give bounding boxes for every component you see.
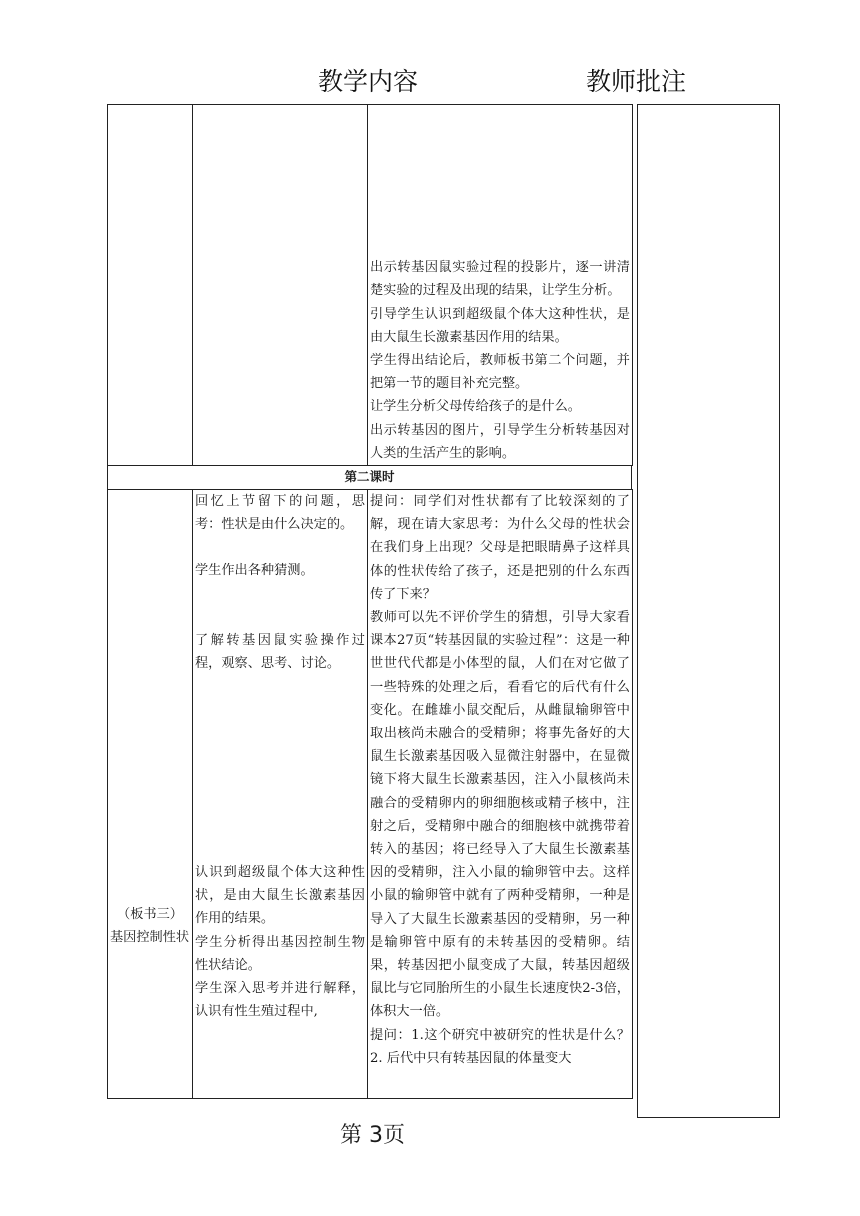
session-label: 第二课时 <box>107 465 632 489</box>
paragraph: 引导学生认识到超级鼠个体大这种性状，是由大鼠生长激素基因作用的结果。 <box>370 306 630 345</box>
paragraph: 回忆上节留下的问题，思考：性状是由什么决定的。 <box>195 494 365 533</box>
table-cell-topic <box>108 490 193 1099</box>
paragraph: 学生分析得出基因控制生物性状结论。 <box>195 934 365 973</box>
notes-title: 教师批注 <box>586 67 687 96</box>
table-row <box>108 490 633 1099</box>
table-cell-teacher-activity <box>368 105 633 466</box>
paragraph: 学生深入思考并进行解释，认识有性生殖过程中, <box>195 981 365 1020</box>
table-cell-student-activity <box>193 105 368 466</box>
paragraph: 教师可以先不评价学生的猜想，引导大家看课本27页“转基因鼠的实验过程”：这是一种世世代代都是小体型的鼠，人们在对它做了一些特殊的处理之后，看看它的后代有什么变化。在雌雄小鼠交配后，从雌鼠输卵管中取出核尚未融合的受精卵；将事先备好的大鼠生长激素基因吸入显微注射器中，在显微镜下将大鼠生长激素基因，注入小鼠核尚未融合的受精卵内的卵细胞核或精子核中，注射之后，受精卵中融合的细胞核中就携带着转入的基因；将已经导入了大鼠生长激素基因的受精卵，注入小鼠的输卵管中去。这样小鼠的输卵管中就有了两种受精卵，一种是导入了大鼠生长激素基因的受精卵，另一种是输卵管中原有的未转基因的受精卵。结果，转基因把小鼠变成了大鼠，转基因超级鼠比与它同胎所生的小鼠生长速度快2-3倍，体积大一倍。 <box>370 610 630 1020</box>
table-row <box>108 105 633 466</box>
paragraph: 让学生分析父母传给孩子的是什么。 <box>370 399 581 415</box>
lesson-table-bottom <box>107 489 633 1099</box>
paragraph: 学生得出结论后，教师板书第二个问题，并把第一节的题目补充完整。 <box>370 352 630 392</box>
board-note-label: （板书三） <box>117 907 183 922</box>
paragraph: 提问：同学们对性状都有了比较深刻的了解，现在请大家思考：为什么父母的性状会在我们身上出现？父母是把眼睛鼻子这样具体的性状传给了孩子，还是把别的什么东西传了下来？ <box>370 494 630 602</box>
paragraph: 出示转基因鼠实验过程的投影片，逐一讲清楚实验的过程及出现的结果，让学生分析。 <box>370 260 630 299</box>
paragraph: 了解转基因鼠实验操作过程，观察、思考、讨论。 <box>195 632 365 671</box>
page-title: 教学内容 <box>318 67 419 96</box>
page-number: 第 3页 <box>340 1123 405 1148</box>
paragraph: 学生作出各种猜测。 <box>195 563 314 579</box>
table-cell-student-activity <box>193 490 368 1099</box>
paragraph: 提问：1.这个研究中被研究的性状是什么？2. 后代中只有转基因鼠的体量变大 <box>370 1027 630 1066</box>
topic-heading: 基因控制性状 <box>110 930 190 946</box>
paragraph: 出示转基因的图片，引导学生分析转基因对人类的生活产生的影响。 <box>370 422 630 461</box>
paragraph: 认识到超级鼠个体大这种性状，是由大鼠生长激素基因作用的结果。 <box>195 865 365 927</box>
table-cell-teacher-activity <box>368 490 633 1099</box>
table-cell-topic <box>108 105 193 466</box>
teacher-notes-box[interactable] <box>637 104 780 1118</box>
lesson-table-top <box>107 104 633 466</box>
